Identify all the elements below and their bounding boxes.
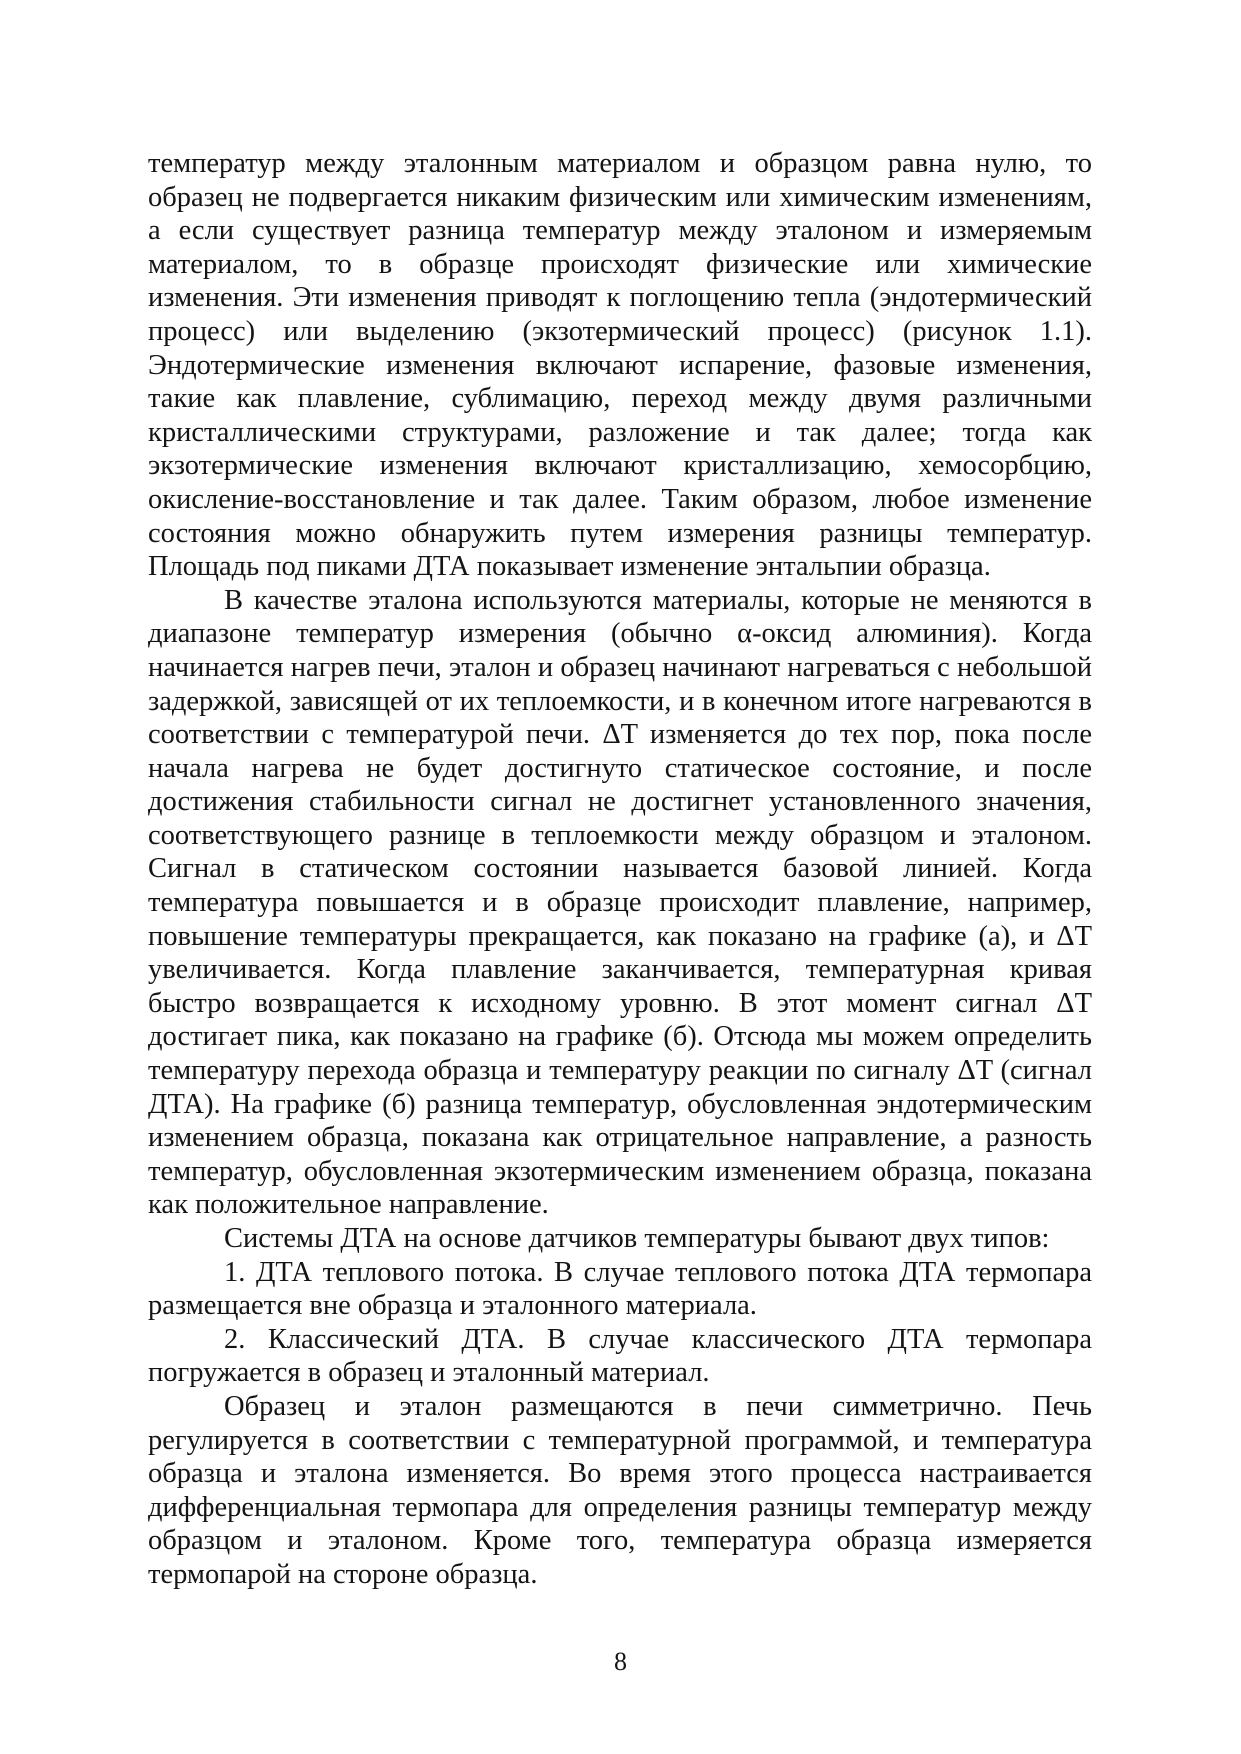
- page-number: 8: [614, 1647, 627, 1676]
- paragraph-furnace-placement: Образец и эталон размещаются в печи симметрично. Печь регулируется в соответствии с температурной программой, и температура образца и эталона изменяется. Во время этого процесса настраивается дифференциальная термопара для определения разницы температур между образцом и эталоном. Кроме того, температура образца измеряется термопарой на стороне образца.: [148, 1390, 1092, 1590]
- paragraph-continuation: температур между эталонным материалом и образцом равна нулю, то образец не подвергается никаким физическим или химическим изменениям, а если существует разница температур между эталоном и измеряемым материалом, то в образце происходят физические или химические изменения. Эти изменения приводят к поглощению тепла (эндотермический процесс) или выделению (экзотермический процесс) (рисунок 1.1). Эндотермические изменения включают испарение, фазовые изменения, такие как плавление, сублимацию, переход между двумя различными кристаллическими структурами, разложение и так далее; тогда как экзотермические изменения включают кристаллизацию, хемосорбцию, окисление-восстановление и так далее. Таким образом, любое изменение состояния можно обнаружить путем измерения разницы температур. Площадь под пиками ДТА показывает изменение энтальпии образца.: [148, 148, 1092, 583]
- paragraph-dta-types-intro: Системы ДТА на основе датчиков температуры бывают двух типов:: [224, 1223, 1050, 1254]
- paragraph-reference-material: В качестве эталона используются материалы, которые не меняются в диапазоне температур измерения (обычно α-оксид алюминия). Когда начинается нагрев печи, эталон и образец начинают нагреваться с небольшой задержкой, зависящей от их теплоемкости, и в конечном итоге нагреваются в соответствии с температурой печи. ΔT изменяется до тех пор, пока после начала нагрева не будет достигнуто статическое состояние, и после достижения стабильности сигнал не достигнет установленного значения, соответствующего разнице в теплоемкости между образцом и эталоном. Сигнал в статическом состоянии называется базовой линией. Когда температура повышается и в образце происходит плавление, например, повышение температуры прекращается, как показано на графике (а), и ΔT увеличивается. Когда плавление заканчивается, температурная кривая быстро возвращается к исходному уровню. В этот момент сигнал ΔT достигает пика, как показано на графике (б). Отсюда мы можем определить температуру перехода образца и температуру реакции по сигналу ΔT (сигнал ДТА). На графике (б) разница температур, обусловленная эндотермическим изменением образца, показана как отрицательное направление, а разность температур, обусловленная экзотермическим изменением образца, показана как положительное направление.: [148, 584, 1092, 1221]
- list-item-heat-flux-dta: 1. ДТА теплового потока. В случае теплового потока ДТА термопара размещается вне образца и эталонного материала.: [148, 1256, 1092, 1322]
- list-item-classic-dta: 2. Классический ДТА. В случае классического ДТА термопара погружается в образец и эталонный материал.: [148, 1323, 1092, 1389]
- body-text: [148, 147, 1092, 1592]
